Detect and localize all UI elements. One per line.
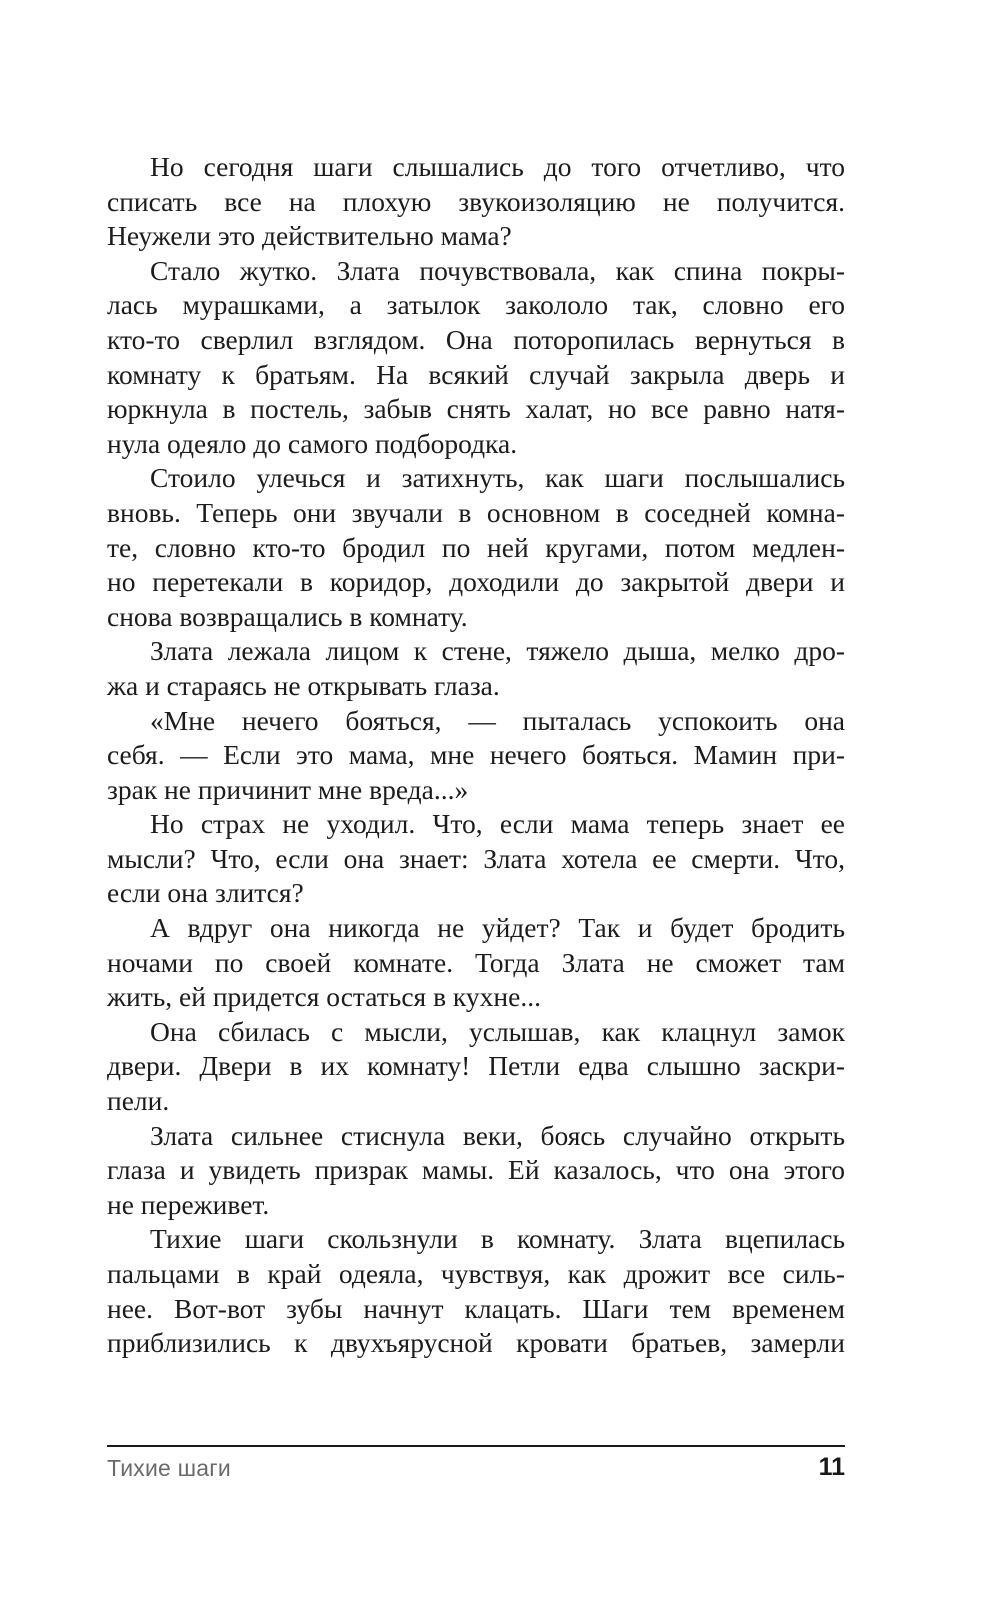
text-line: Но сегодня шаги слышались до того отчетливо, что: [150, 151, 845, 182]
text-line: юркнула в постель, забыв снять халат, но все равно натя-: [107, 393, 845, 425]
text-line: А вдруг она никогда не уйдет? Так и будет бродить: [150, 912, 845, 944]
text-line: «Мне нечего бояться, — пыталась успокоить она: [150, 704, 845, 736]
text-line: ночами по своей комнате. Тогда Злата не сможет там: [107, 946, 845, 978]
text-line: двери. Двери в их комнату! Петли едва слышно заскри-: [107, 1050, 845, 1082]
text-line: глаза и увидеть призрак мамы. Ей казалось, что она этого: [107, 1154, 845, 1186]
footer-divider: [107, 1445, 845, 1447]
text-line: нее. Вот-вот зубы начнут клацать. Шаги тем временем: [107, 1292, 845, 1324]
body-text: [107, 150, 845, 1361]
text-line: жить, ей придется остаться в кухне...: [107, 981, 541, 1013]
text-line: Стало жутко. Злата почувствовала, как спина покры-: [150, 254, 845, 286]
text-line: приблизились к двухъярусной кровати братьев, замерли: [107, 1327, 845, 1359]
text-line: нула одеяло до самого подбородка.: [107, 427, 518, 459]
page-number: 11: [818, 1453, 845, 1481]
text-line: жа и стараясь не открывать глаза.: [107, 669, 500, 701]
text-line: если она злится?: [107, 877, 304, 909]
text-line: лась мурашками, а затылок закололо так, словно его: [107, 289, 845, 321]
text-line: снова возвращались в комнату.: [107, 600, 468, 632]
text-line: Но страх не уходил. Что, если мама теперь знает ее: [150, 808, 845, 840]
text-line: не переживет.: [107, 1188, 270, 1220]
text-line: списать все на плохую звукоизоляцию не получится.: [107, 185, 845, 217]
text-line: себя. — Если это мама, мне нечего бояться. Мамин при-: [107, 739, 845, 771]
text-line: Тихие шаги скользнули в комнату. Злата вцепилась: [150, 1223, 845, 1255]
running-title: Тихие шаги: [107, 1455, 231, 1481]
text-line: те, словно кто-то бродил по ней кругами, потом медлен-: [107, 531, 845, 563]
text-line: кто-то сверлил взглядом. Она поторопилась вернуться в: [107, 323, 845, 355]
text-line: Она сбилась с мысли, услышав, как клацнул замок: [150, 1015, 845, 1047]
text-line: но перетекали в коридор, доходили до закрытой двери и: [107, 566, 845, 598]
text-line: пальцами в край одеяла, чувствуя, как дрожит все силь-: [107, 1258, 845, 1289]
text-line: Стоило улечься и затихнуть, как шаги послышались: [150, 462, 845, 494]
text-line: пели.: [107, 1085, 170, 1117]
text-line: мысли? Что, если она знает: Злата хотела ее смерти. Что,: [107, 842, 845, 874]
text-line: комнату к братьям. На всякий случай закрыла дверь и: [107, 358, 845, 390]
text-line: Неужели это действительно мама?: [107, 220, 512, 252]
text-line: Злата лежала лицом к стене, тяжело дыша, мелко дро-: [150, 635, 845, 667]
text-line: зрак не причинит мне вреда...»: [107, 773, 469, 805]
text-line: Злата сильнее стиснула веки, боясь случайно открыть: [150, 1119, 845, 1151]
text-line: вновь. Теперь они звучали в основном в соседней комна-: [107, 496, 845, 528]
